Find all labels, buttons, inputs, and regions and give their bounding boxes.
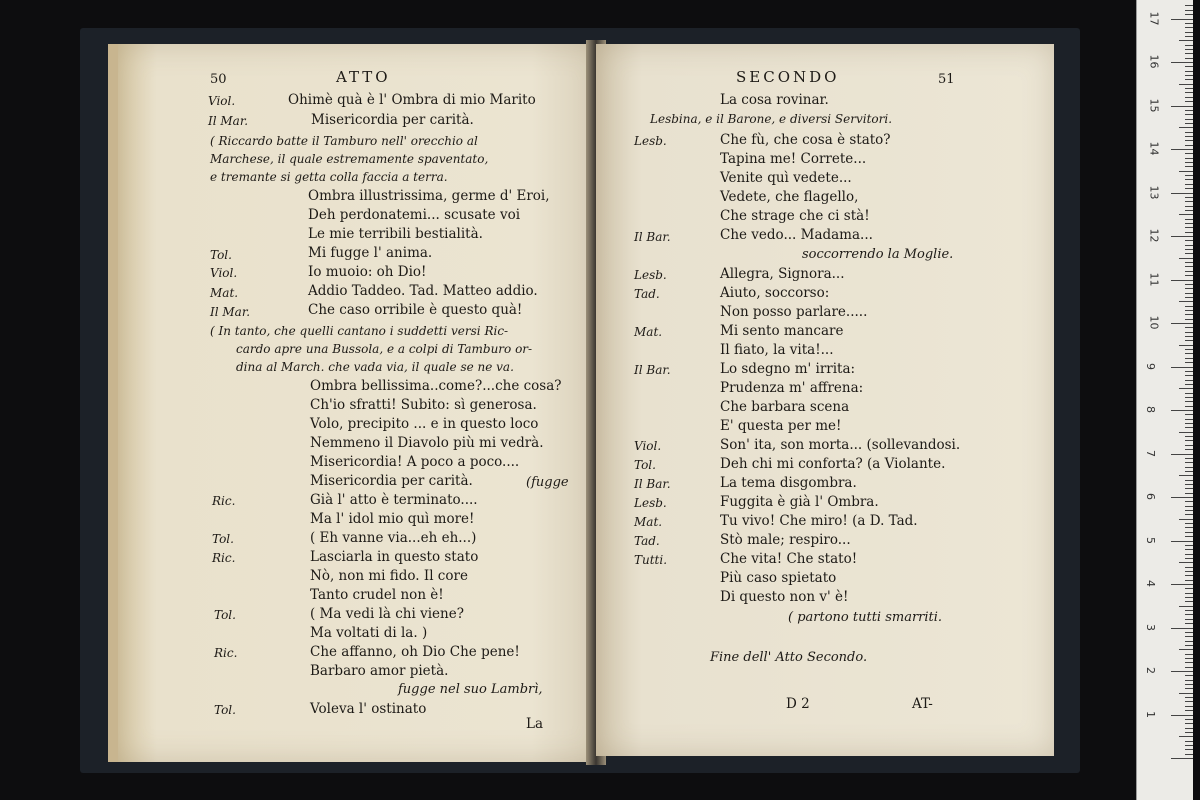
- ruler-tick: [1185, 119, 1193, 120]
- ruler-tick: [1185, 632, 1193, 633]
- ruler-tick: [1185, 527, 1193, 528]
- speaker: Tol.: [634, 458, 656, 472]
- ruler-number: 3: [1144, 623, 1157, 631]
- ruler-tick: [1185, 684, 1193, 685]
- ruler-tick: [1185, 419, 1193, 420]
- ruler-tick: [1185, 253, 1193, 254]
- verse-line: Misericordia per carità.: [311, 112, 474, 128]
- ruler-tick: [1185, 266, 1193, 267]
- ruler-tick: [1185, 480, 1193, 481]
- verse-line: Che fù, che cosa è stato?: [720, 132, 891, 148]
- ruler-tick: [1185, 353, 1193, 354]
- ruler-number: 2: [1144, 667, 1157, 674]
- ruler-tick: [1185, 728, 1193, 729]
- stage-direction: soccorrendo la Moglie.: [802, 247, 954, 262]
- ruler-tick: [1185, 471, 1193, 472]
- ruler-tick: [1185, 349, 1193, 350]
- verse-line: Misericordia! A poco a poco....: [310, 454, 520, 470]
- ruler-tick: [1185, 153, 1193, 154]
- ruler-tick: [1185, 288, 1193, 289]
- ruler-tick: [1185, 332, 1193, 333]
- verse-line: Ch'io sfratti! Subito: sì generosa.: [310, 397, 537, 413]
- ruler-tick: [1185, 197, 1193, 198]
- ruler-tick: [1185, 101, 1193, 102]
- ruler-tick: [1179, 606, 1193, 607]
- stage-direction: e tremante si getta colla faccia a terra.: [210, 170, 448, 184]
- verse-line: Mi sento mancare: [720, 323, 844, 339]
- verse-line: Che affanno, oh Dio Che pene!: [310, 644, 520, 660]
- ruler-tick: [1185, 575, 1193, 576]
- ruler-tick: [1185, 545, 1193, 546]
- ruler-tick: [1185, 293, 1193, 294]
- speaker: Mat.: [634, 515, 663, 529]
- ruler-number: 1: [1144, 710, 1157, 718]
- verse-line: Aiuto, soccorso:: [720, 285, 830, 301]
- ruler-tick: [1185, 5, 1193, 6]
- ruler-tick: [1185, 32, 1193, 33]
- verse-line: Stò male; respiro...: [720, 532, 851, 548]
- speaker: Ric.: [214, 646, 238, 660]
- verse-line: La tema disgombra.: [720, 475, 857, 491]
- ruler-tick: [1185, 201, 1193, 202]
- ruler-tick: [1185, 701, 1193, 702]
- ruler-tick: [1185, 184, 1193, 185]
- verse-line: Che barbara scena: [720, 399, 850, 415]
- ruler-tick: [1185, 719, 1193, 720]
- ruler-tick: [1179, 345, 1193, 346]
- ruler-tick: [1185, 10, 1193, 11]
- ruler-tick: [1185, 53, 1193, 54]
- ruler-number: 17: [1147, 11, 1161, 25]
- ruler-tick: [1185, 319, 1193, 320]
- ruler-tick: [1185, 27, 1193, 28]
- verse-line: Nò, non mi fido. Il core: [310, 568, 468, 584]
- ruler-tick: [1185, 310, 1193, 311]
- ruler-tick: [1185, 597, 1193, 598]
- ruler-tick: [1185, 427, 1193, 428]
- ruler-tick: [1185, 245, 1193, 246]
- ruler-tick: [1185, 314, 1193, 315]
- ruler-tick: [1185, 110, 1193, 111]
- stage-direction: Marchese, il quale estremamente spaventato,: [210, 152, 489, 166]
- verse-line: Più caso spietato: [720, 570, 837, 586]
- ruler-tick: [1185, 358, 1193, 359]
- verse-line: Tu vivo! Che miro! (a D. Tad.: [720, 513, 918, 529]
- ruler-tick: [1179, 475, 1193, 476]
- speaker: Viol.: [210, 266, 238, 280]
- ruler-number: 4: [1144, 580, 1157, 587]
- stage-direction: Lesbina, e il Barone, e diversi Servitori.: [650, 112, 893, 126]
- ruler-tick: [1185, 723, 1193, 724]
- verse-line: Fuggita è già l' Ombra.: [720, 494, 879, 510]
- ruler-tick: [1185, 123, 1193, 124]
- ruler-tick: [1185, 249, 1193, 250]
- speaker: Lesb.: [634, 268, 667, 282]
- ruler-tick: [1171, 19, 1193, 20]
- verse-line: Il fiato, la vita!...: [720, 342, 834, 358]
- verse-line: Addio Taddeo. Tad. Matteo addio.: [308, 283, 538, 299]
- speaker: Tol.: [212, 532, 234, 546]
- ruler-tick: [1171, 628, 1193, 629]
- stage-direction: ( In tanto, che quelli cantano i suddetti versi Ric-: [210, 324, 509, 338]
- ruler-tick: [1185, 340, 1193, 341]
- ruler-tick: [1185, 741, 1193, 742]
- speaker: Mat.: [634, 325, 663, 339]
- ruler-tick: [1185, 371, 1193, 372]
- ruler-tick: [1185, 14, 1193, 15]
- verse-line: ( Eh vanne via...eh eh...): [310, 530, 477, 546]
- verse-line: Di questo non v' è!: [720, 589, 849, 605]
- verse-line: Già l' atto è terminato....: [310, 492, 478, 508]
- ruler-tick: [1185, 401, 1193, 402]
- running-header: SECONDO: [736, 68, 840, 86]
- ruler-tick: [1171, 280, 1193, 281]
- ruler-tick: [1185, 675, 1193, 676]
- page-number: 51: [938, 72, 955, 87]
- ruler-number: 11: [1147, 272, 1161, 286]
- ruler-number: 12: [1147, 228, 1161, 243]
- right-page: [596, 44, 1054, 756]
- ruler-tick: [1179, 301, 1193, 302]
- ruler-tick: [1185, 658, 1193, 659]
- ruler-tick: [1179, 693, 1193, 694]
- speaker: Il Bar.: [634, 363, 671, 377]
- ruler-number: 15: [1147, 98, 1161, 112]
- ruler-tick: [1185, 79, 1193, 80]
- ruler-tick: [1179, 214, 1193, 215]
- verse-line: Misericordia per carità.: [310, 473, 473, 489]
- ruler-tick: [1185, 732, 1193, 733]
- ruler-number: 13: [1147, 185, 1161, 199]
- ruler-tick: [1185, 179, 1193, 180]
- verse-line: Tapina me! Correte...: [720, 151, 867, 167]
- ruler-tick: [1185, 362, 1193, 363]
- ruler-tick: [1185, 501, 1193, 502]
- stage-direction: dina al March. che vada via, il quale se ne va.: [236, 360, 514, 374]
- ruler-tick: [1171, 541, 1193, 542]
- stage-direction: fugge nel suo Lambrì,: [398, 682, 543, 697]
- ruler-tick: [1185, 484, 1193, 485]
- verse-line: Son' ita, son morta... (sollevandosi.: [720, 437, 961, 453]
- verse-line: Lasciarla in questo stato: [310, 549, 479, 565]
- speaker: Tol.: [214, 703, 236, 717]
- ruler-tick: [1179, 84, 1193, 85]
- ruler-tick: [1185, 210, 1193, 211]
- ruler-tick: [1185, 175, 1193, 176]
- speaker: Il Mar.: [208, 114, 249, 128]
- ruler-tick: [1171, 236, 1193, 237]
- verse-line: La cosa rovinar.: [720, 92, 829, 108]
- ruler-tick: [1185, 680, 1193, 681]
- ruler-tick: [1185, 406, 1193, 407]
- ruler-number: 5: [1144, 536, 1157, 544]
- ruler-tick: [1185, 375, 1193, 376]
- verse-line: Ma l' idol mio quì more!: [310, 511, 475, 527]
- ruler-tick: [1185, 36, 1193, 37]
- ruler-number: 6: [1144, 493, 1157, 500]
- verse-line: Voleva l' ostinato: [310, 701, 427, 717]
- ruler-tick: [1185, 588, 1193, 589]
- ruler-tick: [1179, 562, 1193, 563]
- verse-line: Deh perdonatemi... scusate voi: [308, 207, 521, 223]
- ruler-tick: [1185, 580, 1193, 581]
- verse-line: Volo, precipito ... e in questo loco: [310, 416, 539, 432]
- ruler-tick: [1179, 736, 1193, 737]
- signature-mark: D 2: [786, 696, 810, 712]
- ruler-tick: [1185, 567, 1193, 568]
- ruler-tick: [1185, 97, 1193, 98]
- ruler-tick: [1185, 514, 1193, 515]
- ruler-tick: [1179, 171, 1193, 172]
- ruler-tick: [1171, 454, 1193, 455]
- ruler-tick: [1171, 410, 1193, 411]
- ruler-tick: [1185, 697, 1193, 698]
- ruler-tick: [1185, 414, 1193, 415]
- ruler-tick: [1179, 388, 1193, 389]
- ruler-tick: [1185, 619, 1193, 620]
- speaker: Viol.: [208, 94, 236, 108]
- ruler-tick: [1185, 623, 1193, 624]
- ruler-tick: [1185, 66, 1193, 67]
- ruler-tick: [1185, 136, 1193, 137]
- ruler-tick: [1185, 397, 1193, 398]
- verse-line: Allegra, Signora...: [720, 266, 845, 282]
- ruler-tick: [1185, 710, 1193, 711]
- verse-line: Ma voltati di la. ): [310, 625, 428, 641]
- end-of-act: Fine dell' Atto Secondo.: [710, 650, 868, 665]
- ruler-tick: [1185, 462, 1193, 463]
- ruler-tick: [1185, 610, 1193, 611]
- verse-line: Lo sdegno m' irrita:: [720, 361, 856, 377]
- ruler-tick: [1185, 158, 1193, 159]
- ruler-tick: [1185, 284, 1193, 285]
- ruler-tick: [1185, 523, 1193, 524]
- verse-line: Tanto crudel non è!: [310, 587, 444, 603]
- ruler-tick: [1185, 706, 1193, 707]
- ruler-tick: [1185, 297, 1193, 298]
- ruler-tick: [1185, 636, 1193, 637]
- ruler-tick: [1185, 162, 1193, 163]
- ruler-tick: [1185, 384, 1193, 385]
- ruler-tick: [1179, 649, 1193, 650]
- ruler-tick: [1185, 275, 1193, 276]
- verse-line: Prudenza m' affrena:: [720, 380, 864, 396]
- ruler-tick: [1185, 336, 1193, 337]
- running-header: ATTO: [336, 68, 391, 86]
- speaker: Viol.: [634, 439, 662, 453]
- verse-line: Ohimè quà è l' Ombra di mio Marito: [288, 92, 536, 108]
- verse-line: Che vedo... Madama...: [720, 227, 873, 243]
- ruler-tick: [1185, 601, 1193, 602]
- ruler-tick: [1185, 536, 1193, 537]
- ruler-tick: [1185, 667, 1193, 668]
- verse-line: Barbaro amor pietà.: [310, 663, 449, 679]
- ruler-tick: [1185, 166, 1193, 167]
- ruler-tick: [1185, 554, 1193, 555]
- ruler-tick: [1185, 140, 1193, 141]
- speaker: Lesb.: [634, 496, 667, 510]
- verse-line: Che vita! Che stato!: [720, 551, 858, 567]
- speaker: Ric.: [212, 494, 236, 508]
- ruler-number: 14: [1147, 141, 1161, 156]
- verse-line: Vedete, che flagello,: [720, 189, 859, 205]
- verse-line: Mi fugge l' anima.: [308, 245, 433, 261]
- ruler-tick: [1185, 23, 1193, 24]
- ruler-tick: [1185, 445, 1193, 446]
- ruler-tick: [1171, 584, 1193, 585]
- ruler-tick: [1185, 240, 1193, 241]
- ruler-tick: [1185, 114, 1193, 115]
- ruler-tick: [1179, 258, 1193, 259]
- verse-line: Deh chi mi conforta? (a Violante.: [720, 456, 946, 472]
- ruler-tick: [1185, 132, 1193, 133]
- ruler-tick: [1185, 223, 1193, 224]
- ruler-tick: [1185, 327, 1193, 328]
- speaker: Tad.: [634, 534, 660, 548]
- ruler-number: 7: [1144, 449, 1157, 457]
- ruler-tick: [1171, 323, 1193, 324]
- ruler-tick: [1185, 188, 1193, 189]
- ruler-tick: [1185, 145, 1193, 146]
- speaker: Il Bar.: [634, 477, 671, 491]
- ruler-tick: [1185, 641, 1193, 642]
- verse-line: Le mie terribili bestialità.: [308, 226, 483, 242]
- page-number: 50: [210, 72, 227, 87]
- ruler-tick: [1185, 232, 1193, 233]
- ruler-tick: [1185, 558, 1193, 559]
- ruler-tick: [1185, 549, 1193, 550]
- ruler-tick: [1171, 193, 1193, 194]
- ruler-number: 10: [1147, 315, 1161, 330]
- ruler-tick: [1185, 614, 1193, 615]
- verse-line: Ombra illustrissima, germe d' Eroi,: [308, 188, 550, 204]
- ruler-tick: [1185, 449, 1193, 450]
- stage-direction: ( partono tutti smarriti.: [788, 610, 943, 625]
- ruler-tick: [1185, 571, 1193, 572]
- ruler-tick: [1185, 75, 1193, 76]
- verse-line: ( Ma vedi là chi viene?: [310, 606, 464, 622]
- ruler-tick: [1185, 58, 1193, 59]
- ruler-tick: [1185, 380, 1193, 381]
- ruler-number: 9: [1144, 362, 1157, 370]
- speaker: Tad.: [634, 287, 660, 301]
- stage-direction: ( Riccardo batte il Tamburo nell' orecchio al: [210, 134, 478, 148]
- catchword: La: [526, 716, 544, 732]
- speaker: Ric.: [212, 551, 236, 565]
- verse-line: Io muoio: oh Dio!: [308, 264, 427, 280]
- ruler-tick: [1185, 506, 1193, 507]
- ruler-tick: [1171, 62, 1193, 63]
- ruler-number: 8: [1144, 406, 1157, 413]
- ruler-tick: [1185, 754, 1193, 755]
- verse-line: Nemmeno il Diavolo più mi vedrà.: [310, 435, 544, 451]
- ruler-tick: [1185, 745, 1193, 746]
- speaker: Il Bar.: [634, 230, 671, 244]
- ruler-tick: [1171, 149, 1193, 150]
- ruler-tick: [1185, 493, 1193, 494]
- ruler-tick: [1185, 71, 1193, 72]
- ruler-tick: [1171, 497, 1193, 498]
- left-page: [108, 44, 605, 762]
- ruler-number: 16: [1147, 54, 1161, 69]
- ruler-tick: [1185, 88, 1193, 89]
- ruler-tick: [1185, 593, 1193, 594]
- speaker: Il Mar.: [210, 305, 251, 319]
- ruler-tick: [1185, 645, 1193, 646]
- measuring-ruler: [1136, 0, 1193, 800]
- verse-line: E' questa per me!: [720, 418, 842, 434]
- ruler-tick: [1185, 219, 1193, 220]
- catchword: AT-: [912, 696, 933, 712]
- ruler-tick: [1185, 436, 1193, 437]
- verse-line: Che strage che ci stà!: [720, 208, 870, 224]
- ruler-tick: [1185, 423, 1193, 424]
- ruler-tick: [1171, 367, 1193, 368]
- ruler-tick: [1185, 458, 1193, 459]
- ruler-tick: [1179, 40, 1193, 41]
- ruler-tick: [1179, 127, 1193, 128]
- ruler-tick: [1171, 671, 1193, 672]
- ruler-tick: [1185, 440, 1193, 441]
- speaker: Mat.: [210, 286, 239, 300]
- ruler-tick: [1185, 532, 1193, 533]
- verse-line: Ombra bellissima..come?...che cosa?: [310, 378, 562, 394]
- ruler-tick: [1185, 749, 1193, 750]
- ruler-tick: [1185, 306, 1193, 307]
- verse-line: Che caso orribile è questo quà!: [308, 302, 523, 318]
- verse-line: Non posso parlare.....: [720, 304, 868, 320]
- ruler-tick: [1185, 393, 1193, 394]
- ruler-tick: [1185, 688, 1193, 689]
- ruler-tick: [1171, 758, 1193, 759]
- stage-direction: cardo apre una Bussola, e a colpi di Tamburo or-: [236, 342, 533, 356]
- ruler-tick: [1179, 432, 1193, 433]
- speaker: Tol.: [210, 248, 232, 262]
- ruler-tick: [1185, 206, 1193, 207]
- ruler-tick: [1185, 662, 1193, 663]
- speaker: Tutti.: [634, 553, 668, 567]
- ruler-tick: [1185, 467, 1193, 468]
- ruler-tick: [1185, 45, 1193, 46]
- ruler-tick: [1185, 654, 1193, 655]
- ruler-tick: [1185, 262, 1193, 263]
- ruler-tick: [1171, 106, 1193, 107]
- ruler-tick: [1185, 227, 1193, 228]
- stage-direction: (fugge: [526, 475, 569, 490]
- ruler-tick: [1171, 715, 1193, 716]
- ruler-tick: [1185, 271, 1193, 272]
- ruler-tick: [1185, 488, 1193, 489]
- ruler-tick: [1179, 519, 1193, 520]
- verse-line: Venite quì vedete...: [720, 170, 852, 186]
- ruler-tick: [1185, 510, 1193, 511]
- ruler-tick: [1185, 92, 1193, 93]
- speaker: Lesb.: [634, 134, 667, 148]
- speaker: Tol.: [214, 608, 236, 622]
- ruler-tick: [1185, 49, 1193, 50]
